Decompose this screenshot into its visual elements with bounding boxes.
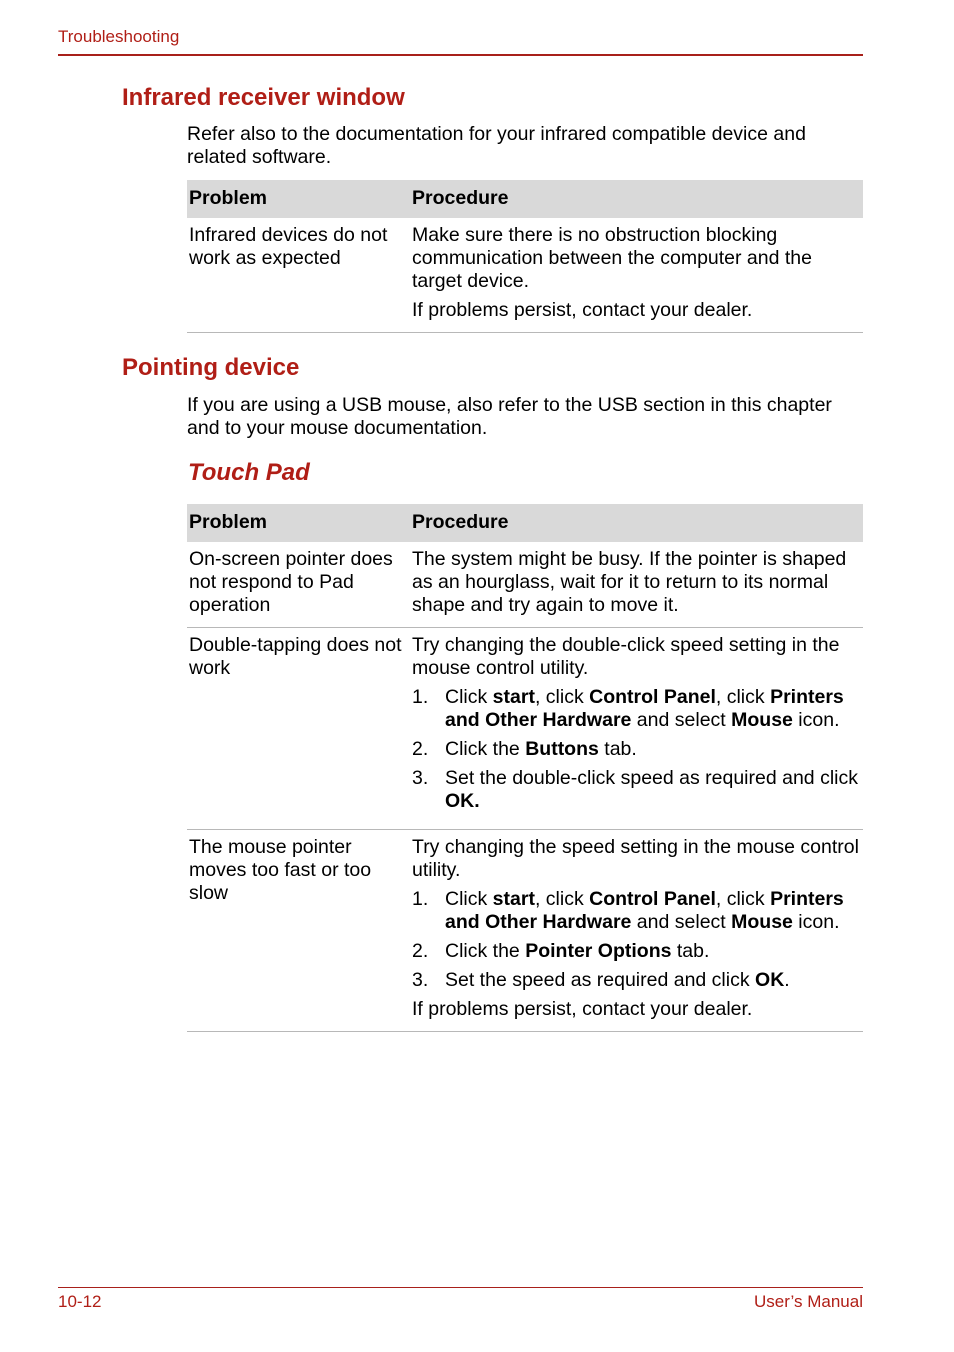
infrared-intro: Refer also to the documentation for your infrared compatible device and related software.: [187, 123, 806, 168]
list-item: [412, 738, 861, 761]
table-header-row: [187, 504, 863, 542]
list-item: [412, 767, 861, 813]
step-number: 3.: [412, 969, 429, 991]
procedure-text: Try changing the double-click speed setting in the mouse control utility.: [412, 634, 840, 679]
page-number: 10-12: [58, 1292, 102, 1311]
step-number: 1.: [412, 888, 429, 910]
step-text: Click the Buttons tab.: [445, 738, 637, 760]
problem-cell: Double-tapping does not work: [187, 628, 412, 830]
column-header-problem: Problem: [187, 180, 412, 218]
running-header: Troubleshooting: [58, 27, 180, 46]
procedure-text: The system might be busy. If the pointer is shaped as an hourglass, wait for it to return to its normal shape and try again to move it.: [412, 548, 847, 616]
problem-cell: The mouse pointer moves too fast or too slow: [187, 830, 412, 1032]
column-header-procedure: Procedure: [412, 504, 863, 542]
touchpad-subsection-title: Touch Pad: [188, 459, 310, 486]
pointing-section-title: Pointing device: [122, 354, 300, 381]
infrared-table: [187, 180, 863, 333]
procedure-text: Try changing the speed setting in the mouse control utility.: [412, 836, 859, 881]
step-number: 2.: [412, 940, 429, 962]
list-item: [412, 686, 861, 732]
column-header-procedure: Procedure: [412, 180, 863, 218]
steps-list: [412, 888, 861, 992]
procedure-cell: [412, 628, 863, 830]
step-text: Click start, click Control Panel, click Printers and Other Hardware and select Mouse icon.: [445, 888, 844, 933]
table-row: [187, 628, 863, 830]
step-number: 2.: [412, 738, 429, 760]
procedure-cell: [412, 218, 863, 333]
manual-title: User’s Manual: [754, 1292, 863, 1311]
table-header-row: [187, 180, 863, 218]
list-item: [412, 888, 861, 934]
pointing-intro: If you are using a USB mouse, also refer to the USB section in this chapter and to your mouse documentation.: [187, 394, 832, 439]
step-number: 1.: [412, 686, 429, 708]
list-item: [412, 969, 861, 992]
procedure-text: Make sure there is no obstruction blocking communication between the computer and the target device.: [412, 224, 812, 292]
step-text: Set the double-click speed as required and click OK.: [445, 767, 858, 812]
step-text: Click the Pointer Options tab.: [445, 940, 710, 962]
procedure-text: If problems persist, contact your dealer.: [412, 998, 753, 1020]
list-item: [412, 940, 861, 963]
touchpad-table: [187, 504, 863, 1032]
header-rule: [58, 54, 863, 56]
problem-cell: Infrared devices do not work as expected: [187, 218, 412, 333]
step-text: Click start, click Control Panel, click Printers and Other Hardware and select Mouse icon.: [445, 686, 844, 731]
procedure-cell: [412, 542, 863, 628]
column-header-problem: Problem: [187, 504, 412, 542]
procedure-cell: [412, 830, 863, 1032]
footer-rule: [58, 1287, 863, 1288]
step-number: 3.: [412, 767, 429, 789]
table-row: [187, 218, 863, 333]
steps-list: [412, 686, 861, 813]
infrared-section-title: Infrared receiver window: [122, 84, 405, 111]
table-row: [187, 542, 863, 628]
procedure-text: If problems persist, contact your dealer.: [412, 299, 753, 321]
table-row: [187, 830, 863, 1032]
step-text: Set the speed as required and click OK.: [445, 969, 790, 991]
problem-cell: On-screen pointer does not respond to Pad operation: [187, 542, 412, 628]
